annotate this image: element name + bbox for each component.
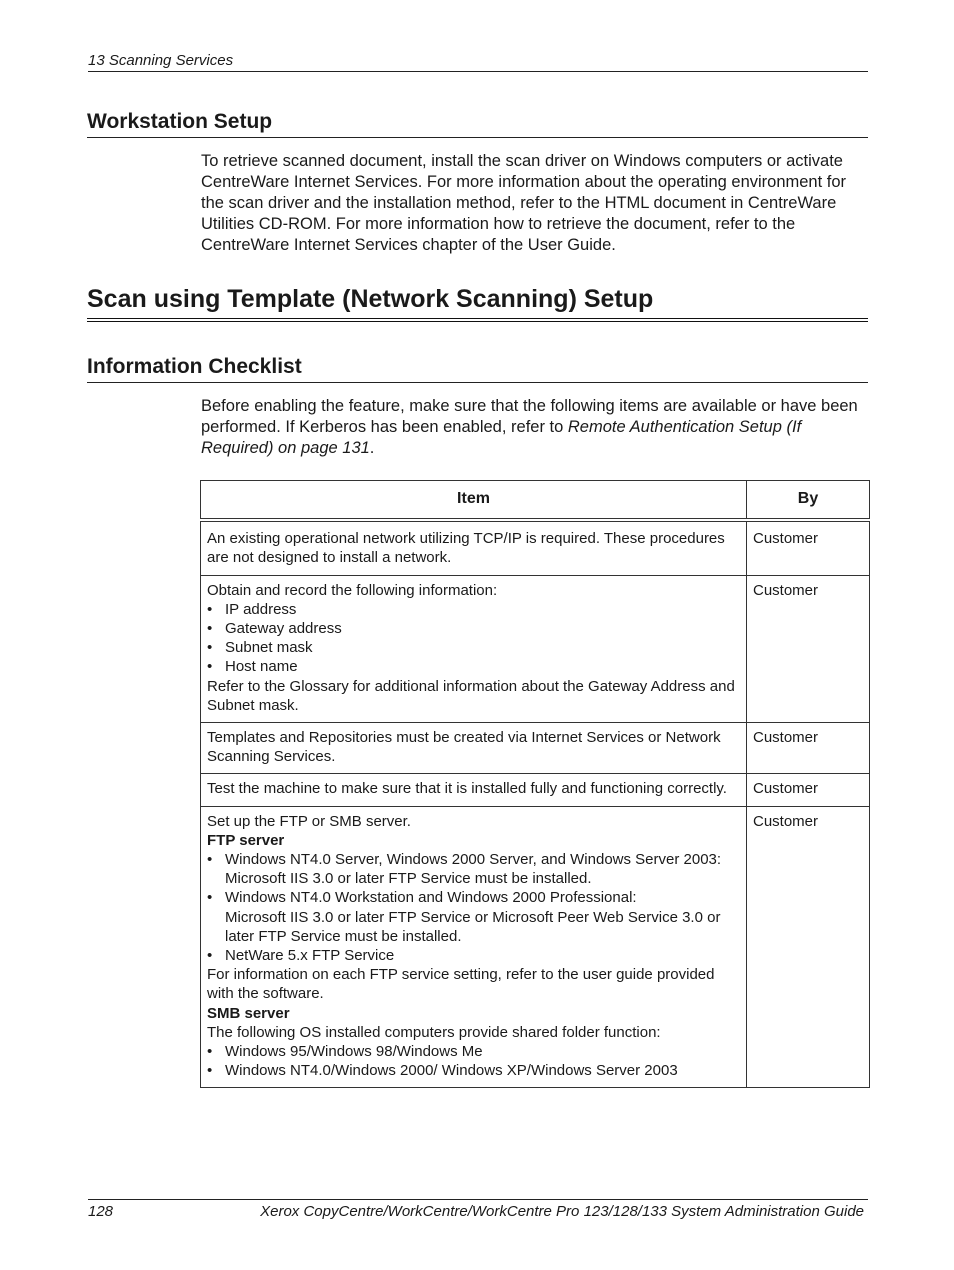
bullet-item: • NetWare 5.x FTP Service xyxy=(207,946,740,965)
smb-intro: The following OS installed computers provide shared folder function: xyxy=(207,1023,661,1041)
checklist-table xyxy=(200,480,870,1088)
table-row xyxy=(201,575,870,722)
bullet-item: • Subnet mask xyxy=(207,638,740,657)
bullet-text: Host name xyxy=(225,658,298,676)
guide-title: Xerox CopyCentre/WorkCentre/WorkCentre Pro 123/128/133 System Administration Guide xyxy=(260,1203,864,1220)
table-row xyxy=(201,806,870,1088)
checklist-intro xyxy=(201,396,866,459)
table-row xyxy=(201,723,870,774)
smb-server-heading: SMB server xyxy=(207,1004,290,1022)
by-cell: Customer xyxy=(747,806,870,1088)
item-intro: Set up the FTP or SMB server. xyxy=(207,812,411,830)
page-number: 128 xyxy=(88,1203,114,1220)
remote-auth-link[interactable]: Remote Authentication Setup (If Required) on page 131 xyxy=(201,418,802,457)
item-cell: Templates and Repositories must be created via Internet Services or Network Scanning Services. xyxy=(201,723,747,774)
bullet-item: • IP address xyxy=(207,600,740,619)
bullet-item: • Host name xyxy=(207,657,740,676)
bullet-item: • Windows NT4.0/Windows 2000/ Windows XP/Windows Server 2003 xyxy=(207,1061,740,1080)
item-cell: An existing operational network utilizing TCP/IP is required. These procedures are not designed to install a network. xyxy=(201,520,747,575)
by-cell: Customer xyxy=(747,575,870,722)
bullet-item: • Windows NT4.0 Workstation and Windows 2000 Professional: xyxy=(207,888,740,907)
scan-template-heading: Scan using Template (Network Scanning) Setup xyxy=(87,285,868,322)
item-note: Refer to the Glossary for additional information about the Gateway Address and Subnet mask. xyxy=(207,677,735,714)
chapter-label: 13 Scanning Services xyxy=(88,52,234,69)
bullet-subtext: Microsoft IIS 3.0 or later FTP Service must be installed. xyxy=(225,870,592,888)
bullet-text: Windows NT4.0 Server, Windows 2000 Server, and Windows Server 2003: xyxy=(225,851,722,869)
item-cell xyxy=(201,575,747,722)
bullet-text: Windows NT4.0/Windows 2000/ Windows XP/Windows Server 2003 xyxy=(225,1062,678,1080)
table-row xyxy=(201,520,870,575)
ftp-note: For information on each FTP service setting, refer to the user guide provided with the software. xyxy=(207,966,715,1003)
page-footer xyxy=(88,1199,868,1220)
column-header-item: Item xyxy=(201,481,747,521)
bullet-text: Windows NT4.0 Workstation and Windows 2000 Professional: xyxy=(225,889,637,907)
bullet-subtext: Microsoft IIS 3.0 or later FTP Service or Microsoft Peer Web Service 3.0 or later FTP Service must be installed. xyxy=(225,908,721,945)
workstation-setup-body: To retrieve scanned document, install the scan driver on Windows computers or activate CentreWare Internet Services. For more information about the operating environment for the scan driver and the installation method, refer to the HTML document in CentreWare Utilities CD-ROM. For more information how to retrieve the document, refer to the CentreWare Internet Services chapter of the User Guide. xyxy=(201,152,847,254)
bullet-text: Gateway address xyxy=(225,620,342,638)
bullet-text: NetWare 5.x FTP Service xyxy=(225,947,395,965)
by-cell: Customer xyxy=(747,774,870,806)
checklist-intro-end: . xyxy=(369,439,375,457)
item-cell xyxy=(201,806,747,1088)
running-header xyxy=(88,52,868,72)
bullet-item: • Windows NT4.0 Server, Windows 2000 Server, and Windows Server 2003: xyxy=(207,850,740,869)
bullet-item: • Windows 95/Windows 98/Windows Me xyxy=(207,1042,740,1061)
item-cell: Test the machine to make sure that it is installed fully and functioning correctly. xyxy=(201,774,747,806)
bullet-text: Subnet mask xyxy=(225,639,313,657)
information-checklist-heading: Information Checklist xyxy=(87,355,868,383)
checklist-intro-text: Before enabling the feature, make sure that the following items are available or have been performed. If Kerberos has been enabled, refer to xyxy=(201,397,858,436)
by-cell: Customer xyxy=(747,520,870,575)
column-header-by: By xyxy=(747,481,870,521)
table-header-row xyxy=(201,481,870,521)
bullet-item: • Gateway address xyxy=(207,619,740,638)
table-row xyxy=(201,774,870,806)
bullet-text: Windows 95/Windows 98/Windows Me xyxy=(225,1043,483,1061)
ftp-server-heading: FTP server xyxy=(207,831,285,849)
item-intro: Obtain and record the following information: xyxy=(207,581,498,599)
workstation-setup-heading: Workstation Setup xyxy=(87,110,868,138)
by-cell: Customer xyxy=(747,723,870,774)
bullet-text: IP address xyxy=(225,600,297,618)
